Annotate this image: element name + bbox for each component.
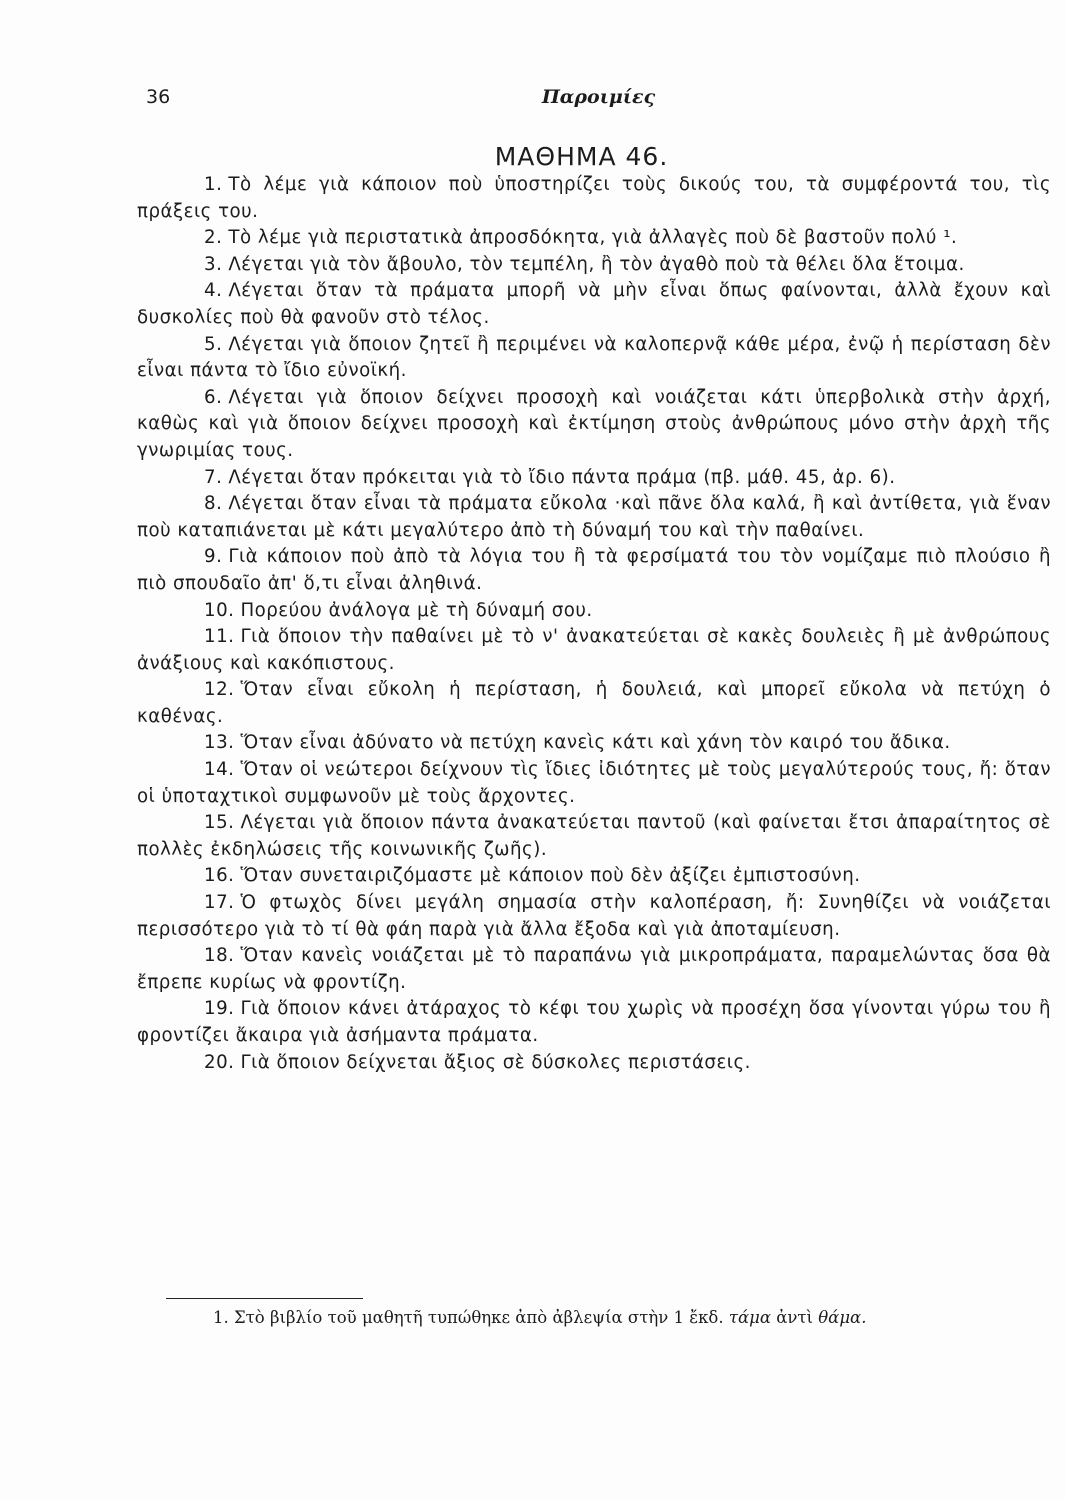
item-text: Λέγεται γιὰ τὸν ἄβουλο, τὸν τεμπέλη, ἢ τὸν ἀγαθὸ ποὺ τὰ θέλει ὅλα ἕτοιμα. bbox=[228, 253, 965, 275]
page-number: 36 bbox=[146, 86, 171, 108]
item-text: Ὅταν οἱ νεώτεροι δείχνουν τὶς ἴδιες ἰδιότητες μὲ τοὺς μεγαλύτερούς τους, ἤ: ὅταν οἱ ὑποταχτικοὶ συμφωνοῦν μὲ τοὺς ἄρχοντες. bbox=[137, 759, 1051, 807]
list-item bbox=[137, 1050, 1051, 1077]
list-item bbox=[137, 252, 1051, 279]
item-text: Λέγεται ὅταν πρόκειται γιὰ τὸ ἴδιο πάντα πράμα (πβ. μάθ. 45, ἀρ. 6). bbox=[228, 466, 896, 488]
item-number: 16. bbox=[204, 865, 235, 887]
item-text: Ὅταν εἶναι ἀδύνατο νὰ πετύχη κανεὶς κάτι καὶ χάνη τὸν καιρό του ἄδικα. bbox=[240, 732, 951, 754]
item-number: 7. bbox=[204, 466, 223, 488]
page-header bbox=[146, 86, 1051, 116]
item-number: 3. bbox=[204, 253, 223, 275]
item-text: Γιὰ ὅποιον κάνει ἀτάραχος τὸ κέφι του χωρὶς νὰ προσέχη ὅσα γίνονται γύρω του ἢ φροντίζει ἄκαιρα γιὰ ἀσήμαντα πράματα. bbox=[137, 998, 1051, 1046]
item-number: 8. bbox=[204, 493, 223, 515]
item-number: 5. bbox=[204, 333, 223, 355]
list-item bbox=[137, 278, 1051, 331]
item-number: 17. bbox=[204, 892, 235, 914]
item-text: Γιὰ κάποιον ποὺ ἀπὸ τὰ λόγια του ἢ τὰ φερσίματά του τὸν νομίζαμε πιὸ πλούσιο ἢ πιὸ σπουδαῖο ἀπ' ὅ,τι εἶναι ἀληθινά. bbox=[137, 546, 1051, 594]
item-list bbox=[137, 172, 1051, 1076]
lesson-title: ΜΑΘΗΜΑ 46. bbox=[494, 142, 669, 171]
list-item bbox=[137, 996, 1051, 1049]
list-item bbox=[137, 172, 1051, 225]
footnote-connector: ἀντὶ bbox=[776, 1308, 813, 1327]
item-number: 13. bbox=[204, 732, 235, 754]
item-number: 4. bbox=[204, 280, 223, 302]
running-title: Παροιμίες bbox=[541, 86, 656, 108]
item-text: Ὅταν κανεὶς νοιάζεται μὲ τὸ παραπάνω γιὰ μικροπράματα, παραμελώντας ὅσα θὰ ἔπρεπε κυρίως νὰ φροντίζη. bbox=[137, 945, 1051, 993]
item-number: 15. bbox=[204, 812, 235, 834]
footnote-text: 1. Στὸ βιβλίο τοῦ μαθητῆ τυπώθηκε ἀπὸ ἀβλεψία στὴν 1 ἔκδ. bbox=[213, 1308, 724, 1327]
footnote bbox=[137, 1305, 1051, 1331]
list-item bbox=[137, 810, 1051, 863]
item-text: Λέγεται γιὰ ὅποιον πάντα ἀνακατεύεται παντοῦ (καὶ φαίνεται ἔτσι ἀπαραίτητος σὲ πολλὲς ἐκδηλώσεις τῆς κοινωνικῆς ζωῆς). bbox=[137, 812, 1051, 860]
list-item bbox=[137, 465, 1051, 492]
list-item bbox=[137, 598, 1051, 625]
item-text: Ὅταν εἶναι εὔκολη ἡ περίσταση, ἡ δουλειά, καὶ μπορεῖ εὔκολα νὰ πετύχη ὁ καθένας. bbox=[137, 679, 1051, 727]
list-item bbox=[137, 730, 1051, 757]
item-text: Λέγεται γιὰ ὅποιον δείχνει προσοχὴ καὶ νοιάζεται κάτι ὑπερβολικὰ στὴν ἀρχή, καθὼς καὶ γιὰ ὅποιον δείχνει προσοχὴ καὶ ἐκτίμηση στοὺς ἀνθρώπους μόνο στὴν ἀρχὴ τῆς γνωριμίας τους. bbox=[137, 386, 1051, 461]
list-item bbox=[137, 624, 1051, 677]
footnote-right-word: θάμα. bbox=[818, 1308, 867, 1327]
item-text: Τὸ λέμε γιὰ κάποιον ποὺ ὑποστηρίζει τοὺς δικούς του, τὰ συμφέροντά του, τὶς πράξεις του. bbox=[137, 174, 1051, 222]
item-number: 9. bbox=[204, 546, 223, 568]
list-item bbox=[137, 863, 1051, 890]
list-item bbox=[137, 890, 1051, 943]
list-item bbox=[137, 332, 1051, 385]
list-item bbox=[137, 757, 1051, 810]
item-text: Πορεύου ἀνάλογα μὲ τὴ δύναμή σου. bbox=[240, 599, 593, 621]
item-number: 2. bbox=[204, 227, 223, 249]
footnote-divider bbox=[166, 1298, 363, 1299]
item-number: 20. bbox=[204, 1051, 235, 1073]
item-number: 19. bbox=[204, 998, 235, 1020]
item-text: Γιὰ ὅποιον τὴν παθαίνει μὲ τὸ ν' ἀνακατεύεται σὲ κακὲς δουλειὲς ἢ μὲ ἀνθρώπους ἀνάξιους καὶ κακόπιστους. bbox=[137, 626, 1051, 674]
item-text: Λέγεται ὅταν τὰ πράματα μπορῆ νὰ μὴν εἶναι ὅπως φαίνονται, ἀλλὰ ἔχουν καὶ δυσκολίες ποὺ θὰ φανοῦν στὸ τέλος. bbox=[137, 280, 1051, 328]
item-text: Ὁ φτωχὸς δίνει μεγάλη σημασία στὴν καλοπέραση, ἤ: Συνηθίζει νὰ νοιάζεται περισσότερο γιὰ τὸ τί θὰ φάη παρὰ γιὰ ἄλλα ἔξοδα καὶ γιὰ ἀποταμίευση. bbox=[137, 892, 1051, 940]
list-item bbox=[137, 943, 1051, 996]
item-number: 10. bbox=[204, 599, 235, 621]
list-item bbox=[137, 544, 1051, 597]
item-text: Λέγεται ὅταν εἶναι τὰ πράματα εὔκολα ·καὶ πᾶνε ὅλα καλά, ἢ καὶ ἀντίθετα, γιὰ ἕναν ποὺ καταπιάνεται μὲ κάτι μεγαλύτερο ἀπὸ τὴ δύναμή του καὶ τὴν παθαίνει. bbox=[137, 493, 1051, 541]
item-text: Λέγεται γιὰ ὅποιον ζητεῖ ἢ περιμένει νὰ καλοπερνᾷ κάθε μέρα, ἐνῷ ἡ περίσταση δὲν εἶναι πάντα τὸ ἴδιο εὐνοϊκή. bbox=[137, 333, 1051, 382]
item-number: 18. bbox=[204, 945, 235, 967]
item-text: Ὅταν συνεταιριζόμαστε μὲ κάποιον ποὺ δὲν ἀξίζει ἐμπιστοσύνη. bbox=[240, 865, 861, 887]
list-item bbox=[137, 677, 1051, 730]
item-text: Γιὰ ὅποιον δείχνεται ἄξιος σὲ δύσκολες περιστάσεις. bbox=[240, 1051, 751, 1073]
item-number: 12. bbox=[204, 679, 235, 701]
item-number: 14. bbox=[204, 759, 235, 781]
item-number: 11. bbox=[204, 626, 235, 648]
list-item bbox=[137, 225, 1051, 252]
item-number: 6. bbox=[204, 386, 223, 408]
item-number: 1. bbox=[204, 174, 223, 195]
footnote-wrong-word: τάμα bbox=[728, 1308, 771, 1327]
list-item bbox=[137, 385, 1051, 465]
list-item bbox=[137, 491, 1051, 544]
item-text: Τὸ λέμε γιὰ περιστατικὰ ἀπροσδόκητα, γιὰ ἀλλαγὲς ποὺ δὲ βαστοῦν πολύ ¹. bbox=[228, 227, 958, 249]
